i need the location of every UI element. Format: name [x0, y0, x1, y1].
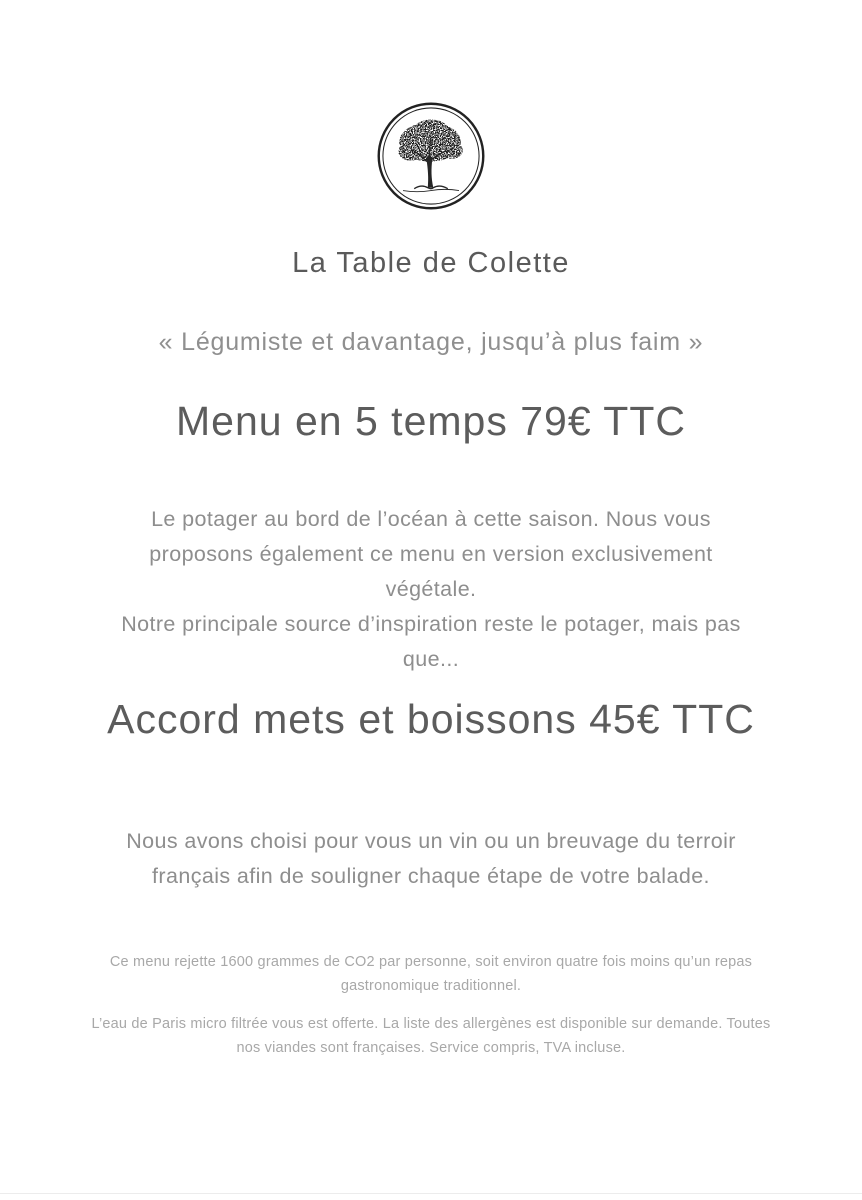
logo-wrap [0, 0, 862, 212]
tree-logo-icon [375, 100, 487, 212]
page-bottom-edge [0, 1193, 862, 1194]
menu-description [101, 502, 761, 677]
menu-description-line: Le potager au bord de l’océan à cette saison. Nous vous proposons également ce menu en version exclusivement végétale. [149, 506, 713, 601]
restaurant-name: La Table de Colette [292, 247, 570, 279]
pairing-description: Nous avons choisi pour vous un vin ou un breuvage du terroir français afin de souligner chaque étape de votre balade. [126, 829, 736, 889]
menu-description-line: Notre principale source d’inspiration reste le potager, mais pas que... [121, 611, 741, 671]
footnote-co2: Ce menu rejette 1600 grammes de CO2 par personne, soit environ quatre fois moins qu’un repas gastronomique traditionnel. [109, 954, 753, 995]
footnote-service: L’eau de Paris micro filtrée vous est offerte. La liste des allergènes est disponible sur demande. Toutes nos viandes sont françaises. Service compris, TVA incluse. [91, 1016, 771, 1057]
menu-heading: Menu en 5 temps 79€ TTC [176, 397, 686, 444]
pairing-heading: Accord mets et boissons 45€ TTC [107, 695, 755, 742]
tagline: « Légumiste et davantage, jusqu’à plus faim » [158, 327, 704, 356]
